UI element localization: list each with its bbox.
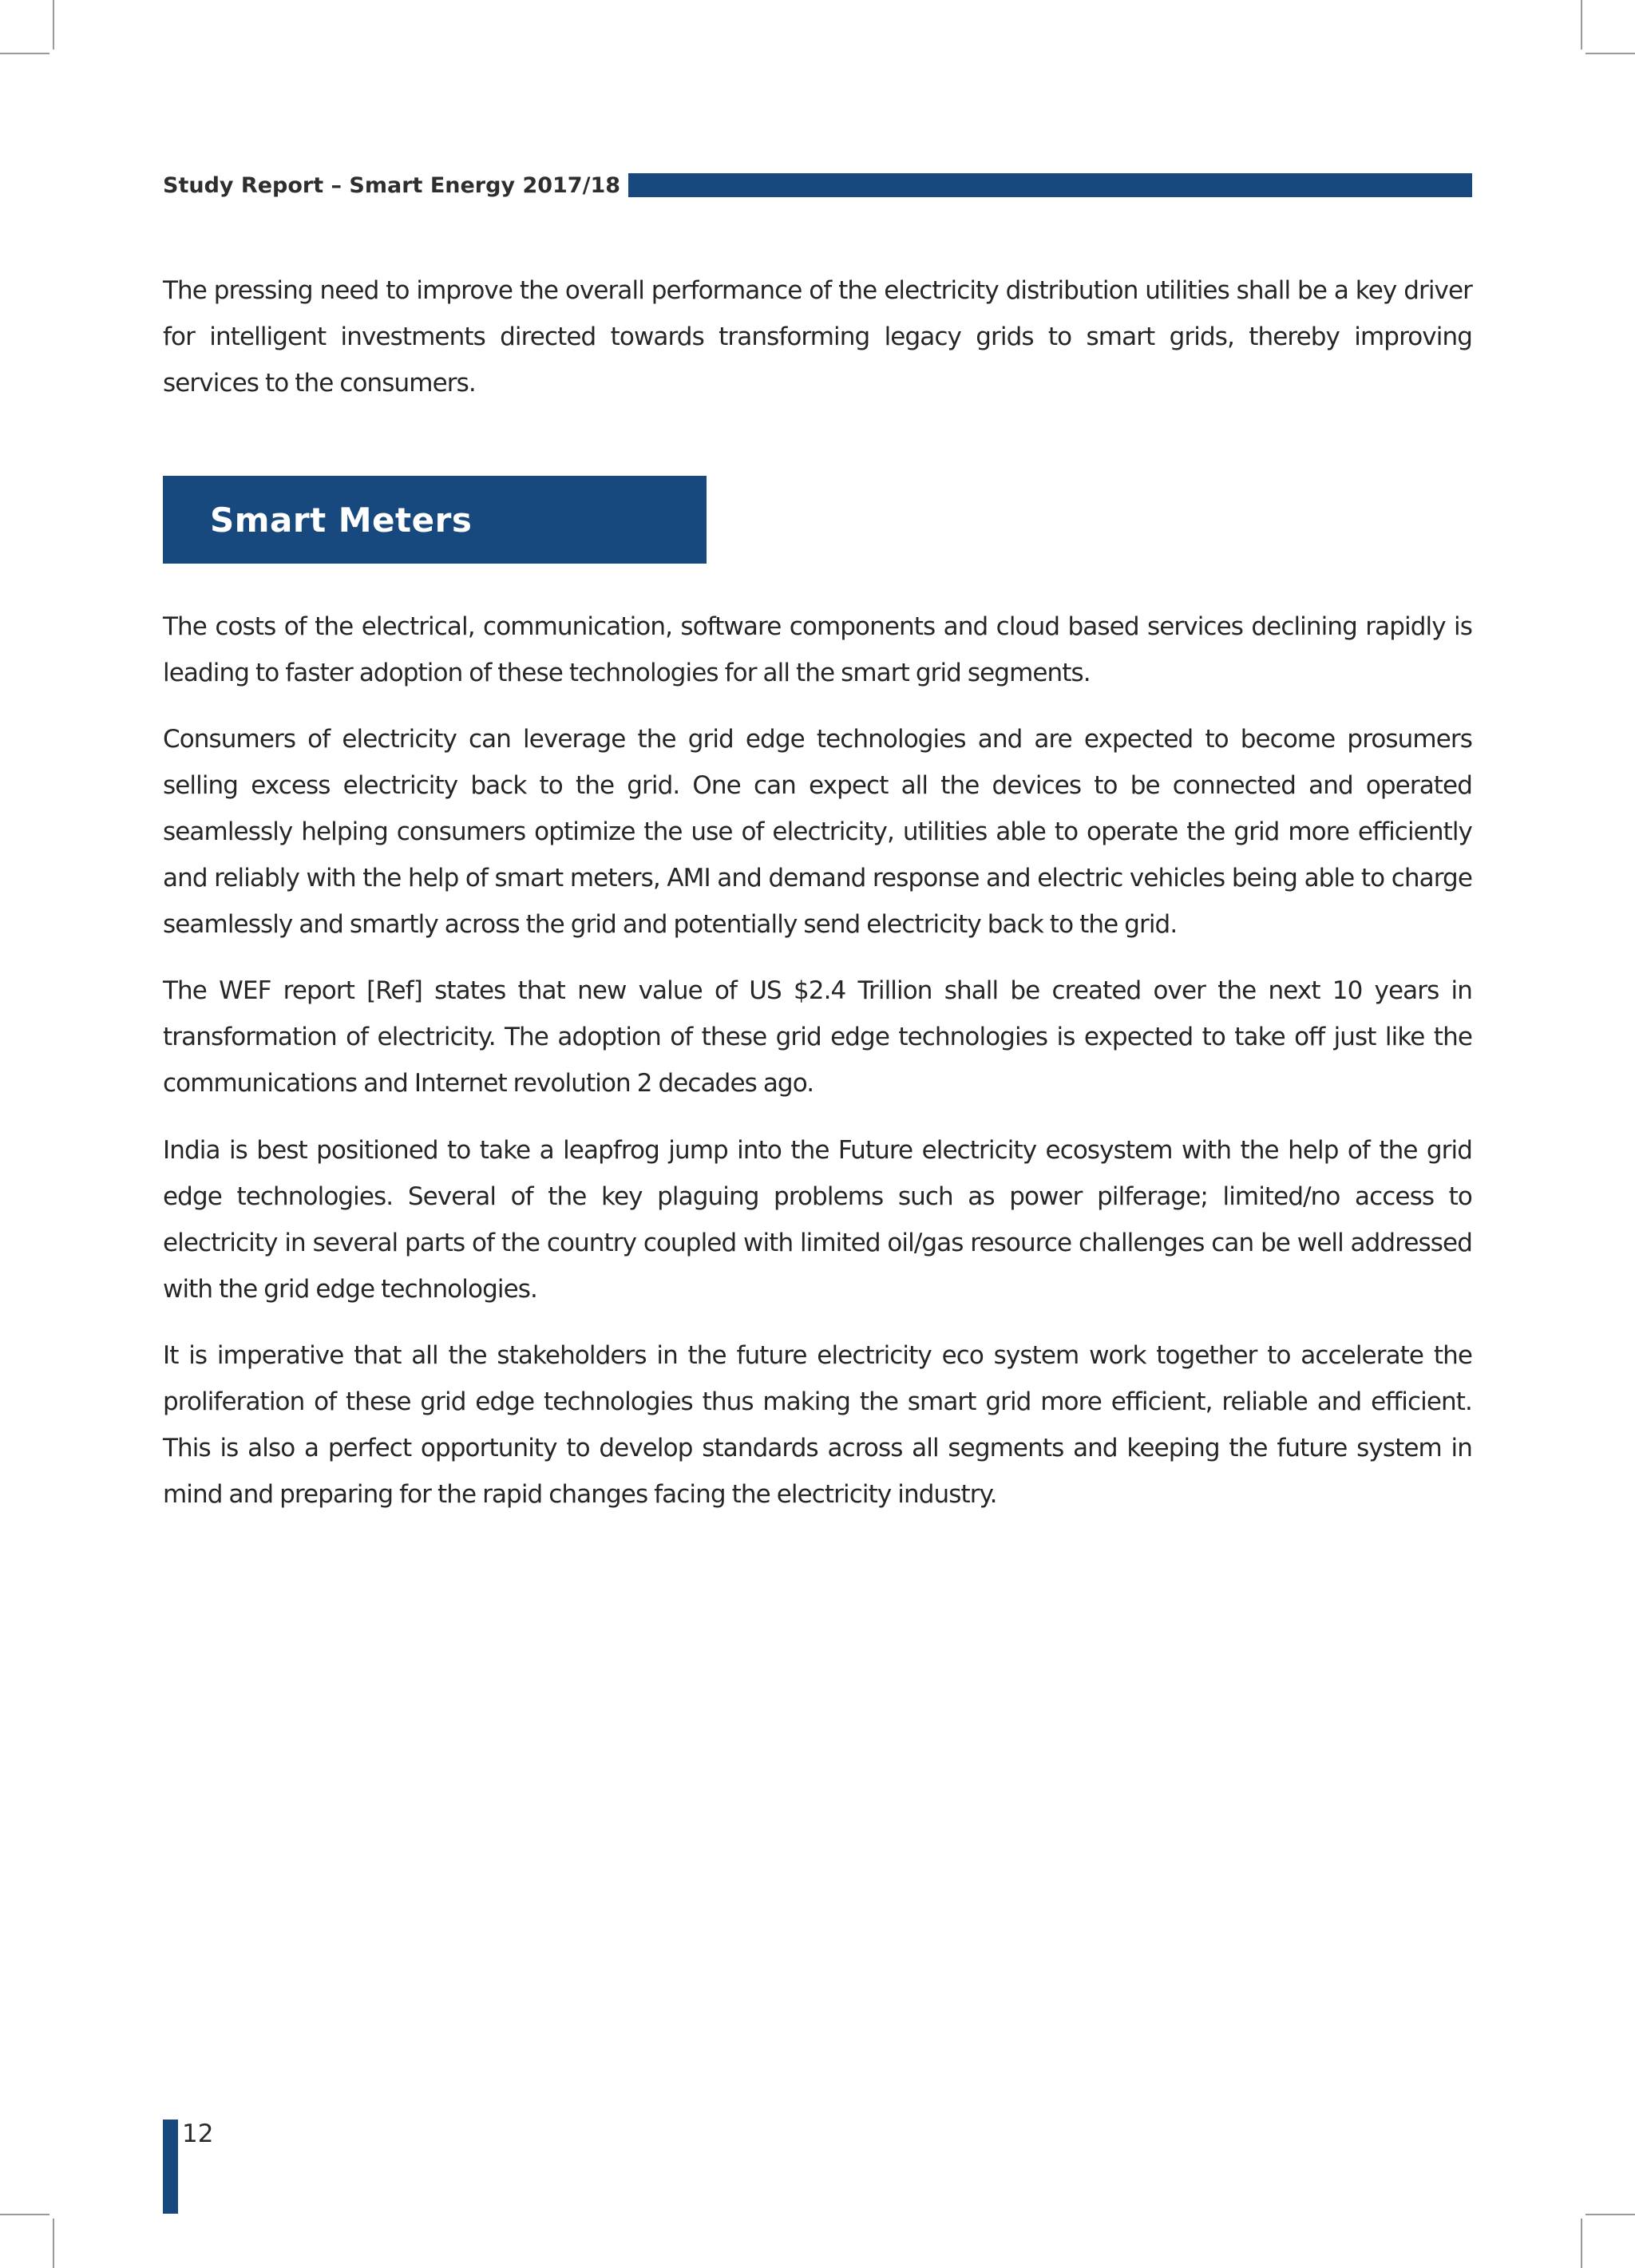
crop-mark-top-right-vertical [1581, 0, 1582, 49]
body-paragraph-3: The WEF report [Ref] states that new value of US $2.4 Trillion shall be created over the next 10 years in transformation of electricity. The adoption of these grid edge technologies is expected to take off just like the communications and Internet revolution 2 decades ago. [163, 976, 1472, 1098]
body-paragraph-5: It is imperative that all the stakeholders in the future electricity eco system work together to accelerate the proliferation of these grid edge technologies thus making the smart grid more efficient, reliable and efficient. This is also a perfect opportunity to develop standards across all segments and keeping the future system in mind and preparing for the rapid changes facing the electricity industry. [163, 1341, 1472, 1509]
crop-mark-bottom-right-horizontal [1586, 2214, 1635, 2215]
header-accent-bar [628, 173, 1472, 197]
crop-mark-top-right-horizontal [1586, 53, 1635, 54]
body-paragraph-4: India is best positioned to take a leapfrog jump into the Future electricity ecosystem with the help of the grid edge technologies. Several of the key plaguing problems such as power pilferage; limited/no access to electricity in several parts of the country coupled with limited oil/gas resource challenges can be well addressed with the grid edge technologies. [163, 1136, 1472, 1304]
report-title: Study Report – Smart Energy 2017/18 [163, 172, 621, 198]
body-paragraph-2: Consumers of electricity can leverage the grid edge technologies and are expected to become prosumers selling excess electricity back to the grid. One can expect all the devices to be connected and operated seamlessly helping consumers optimize the use of electricity, utilities able to operate the grid more efficiently and reliably with the help of smart meters, AMI and demand response and electric vehicles being able to charge seamlessly and smartly across the grid and potentially send electricity back to the grid. [163, 725, 1472, 939]
intro-paragraph: The pressing need to improve the overall performance of the electricity distribution utilities shall be a key driver for intelligent investments directed towards transforming legacy grids to smart grids, thereby improving services to the consumers. [163, 276, 1472, 398]
crop-mark-bottom-right-vertical [1581, 2219, 1582, 2268]
crop-mark-bottom-left-horizontal [0, 2214, 49, 2215]
page-number-accent-bar [163, 2120, 178, 2214]
crop-mark-top-left-horizontal [0, 53, 49, 54]
section-heading: Smart Meters [210, 500, 473, 540]
crop-mark-bottom-left-vertical [53, 2219, 54, 2268]
running-header [163, 171, 1472, 200]
page-number: 12 [182, 2120, 214, 2148]
body-paragraph-1: The costs of the electrical, communication, software components and cloud based services declining rapidly is leading to faster adoption of these technologies for all the smart grid segments. [163, 612, 1472, 687]
section-heading-banner [163, 476, 707, 564]
crop-mark-top-left-vertical [53, 0, 54, 49]
